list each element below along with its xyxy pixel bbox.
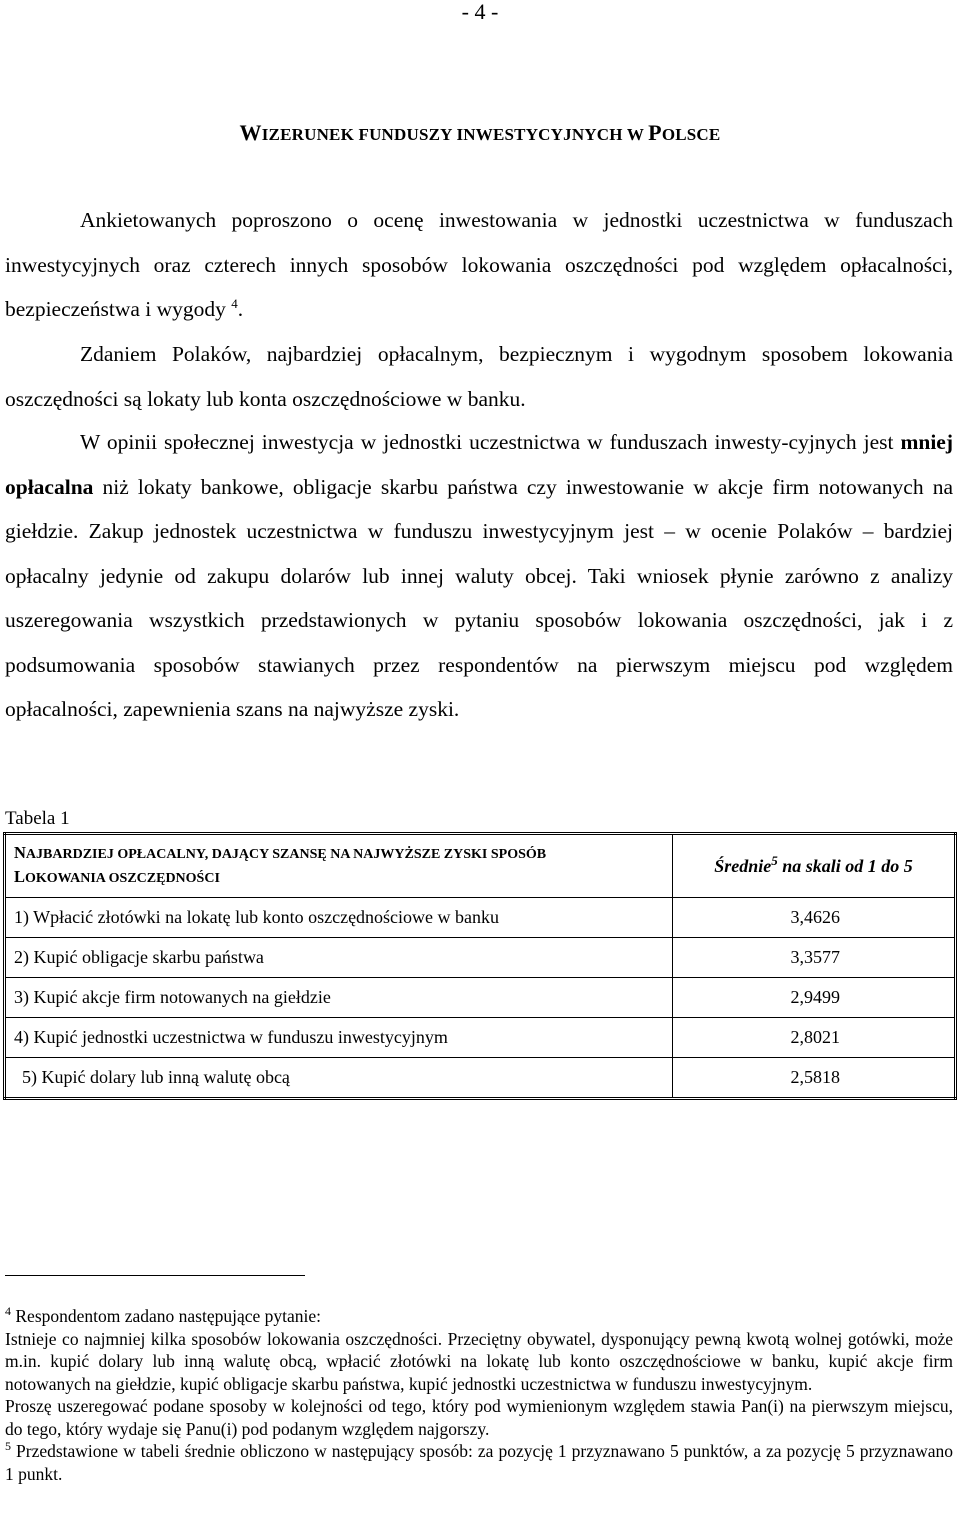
paragraph-end: . bbox=[237, 297, 244, 321]
title-part: INWESTYCYJNYCH bbox=[456, 125, 627, 144]
table-row bbox=[5, 978, 956, 1018]
footnote-text: Przedstawione w tabeli średnie obliczono w następujący sposób: za pozycję 1 przyznawano 5 punktów, a za pozycję 5 przyznawano 1 punkt. bbox=[5, 1441, 953, 1484]
row-label: 1) Wpłacić złotówki na lokatę lub konto oszczędnościowe w banku bbox=[5, 898, 673, 938]
paragraph-text: W opinii społecznej inwestycja w jednostki uczestnictwa w funduszach inwesty-cyjnych jest bbox=[80, 430, 901, 454]
header-mean-text: Średnie bbox=[714, 855, 772, 876]
paragraph-2: Zdaniem Polaków, najbardziej opłacalnym, bezpiecznym i wygodnym sposobem lokowania oszczędności są lokaty lub konta oszczędnościowe w banku. bbox=[5, 342, 953, 411]
header-mean-text: na skali od 1 do 5 bbox=[777, 855, 913, 876]
row-label: 5) Kupić dolary lub inną walutę obcą bbox=[5, 1058, 673, 1099]
footnote-5 bbox=[5, 1440, 953, 1485]
header-method bbox=[5, 834, 673, 898]
paragraph-text: niż lokaty bankowe, obligacje skarbu państwa czy inwestowanie w akcje firm notowanych na giełdzie. Zakup jednostek uczestnictwa w funduszu inwestycyjnym jest – w ocenie Polaków – bardziej opłacalny jedynie od zakupu dolarów lub innej waluty obcej. Taki wniosek płynie zarówno z analizy uszeregowania wszystkich przedstawionych w pytaniu sposobów lokowania oszczędności, jak i z podsumowania sposobów stawianych przez respondentów na pierwszym miejscu pod względem opłacalności, zapewnienia szans na najwyższe zyski. bbox=[5, 474, 953, 721]
row-value: 2,5818 bbox=[673, 1058, 956, 1099]
table-row bbox=[5, 1058, 956, 1099]
row-value: 3,3577 bbox=[673, 938, 956, 978]
footnote-mark: 4 bbox=[5, 1304, 11, 1319]
footnote-mark: 5 bbox=[5, 1439, 11, 1454]
header-text: OKOWANIA OSZCZĘDNOŚCI bbox=[25, 871, 220, 886]
emphasis-text: mniej opłacalna bbox=[5, 430, 953, 499]
table-row bbox=[5, 1018, 956, 1058]
table-row bbox=[5, 938, 956, 978]
title-part: P bbox=[648, 120, 662, 145]
title-part: IZERUNEK bbox=[261, 125, 359, 144]
footnote-4-question-1: Istnieje co najmniej kilka sposobów lokowania oszczędności. Przeciętny obywatel, dysponujący pewną kwotą wolnej gotówki, może m.in. kupić dolary lub inną walutę obcą, wpłacić złotówki na lokatę lub konto oszczędnościowe w banku, kupić akcje firm notowanych na giełdzie, kupić obligacje skarbu państwa, kupić jednostki uczestnictwa w funduszu inwestycyjnym. bbox=[5, 1328, 953, 1394]
row-label: 4) Kupić jednostki uczestnictwa w funduszu inwestycyjnym bbox=[5, 1018, 673, 1058]
footnote-text: Respondentom zadano następujące pytanie: bbox=[11, 1306, 322, 1326]
row-value: 3,4626 bbox=[673, 898, 956, 938]
header-cap: L bbox=[14, 867, 26, 886]
header-mean bbox=[673, 834, 956, 898]
header-cap: N bbox=[14, 843, 26, 862]
footnote-4-intro bbox=[5, 1305, 953, 1328]
title-part: FUNDUSZY bbox=[358, 125, 457, 144]
footnotes bbox=[5, 1305, 953, 1485]
title-part: OLSCE bbox=[661, 125, 721, 144]
table-header-row bbox=[5, 834, 956, 898]
ranking-table bbox=[3, 832, 957, 1100]
header-method-label bbox=[14, 842, 664, 890]
document-title bbox=[0, 120, 960, 146]
table-caption: Tabela 1 bbox=[5, 808, 70, 829]
paragraph-3 bbox=[5, 420, 953, 732]
footnote-4-question-2: Proszę uszeregować podane sposoby w kolejności od tego, który pod wymienionym względem stawia Pan(i) na pierwszym miejscu, do tego, który wydaje się Panu(i) pod podanym względem najgorszy. bbox=[5, 1396, 953, 1439]
paragraph-1 bbox=[5, 198, 953, 332]
footnote-separator bbox=[5, 1275, 305, 1276]
footnote-ref-5[interactable]: 5 bbox=[771, 852, 778, 868]
table-row bbox=[5, 898, 956, 938]
page-number: - 4 - bbox=[461, 0, 499, 24]
header-text: AJBARDZIEJ OPŁACALNY, DAJĄCY SZANSĘ NA NAJWYŻSZE ZYSKI SPOSÓB bbox=[25, 847, 547, 862]
title-part: W bbox=[239, 120, 262, 145]
paragraph-text: Ankietowanych poproszono o ocenę inwestowania w jednostki uczestnictwa w funduszach inwestycyjnych oraz czterech innych sposobów lokowania oszczędności pod względem opłacalności, bezpieczeństwa i wygody bbox=[5, 208, 953, 321]
title-part: W bbox=[626, 125, 649, 144]
row-value: 2,9499 bbox=[673, 978, 956, 1018]
footnote-ref-4[interactable]: 4 bbox=[231, 295, 238, 311]
row-value: 2,8021 bbox=[673, 1018, 956, 1058]
row-label: 2) Kupić obligacje skarbu państwa bbox=[5, 938, 673, 978]
row-label: 3) Kupić akcje firm notowanych na giełdzie bbox=[5, 978, 673, 1018]
